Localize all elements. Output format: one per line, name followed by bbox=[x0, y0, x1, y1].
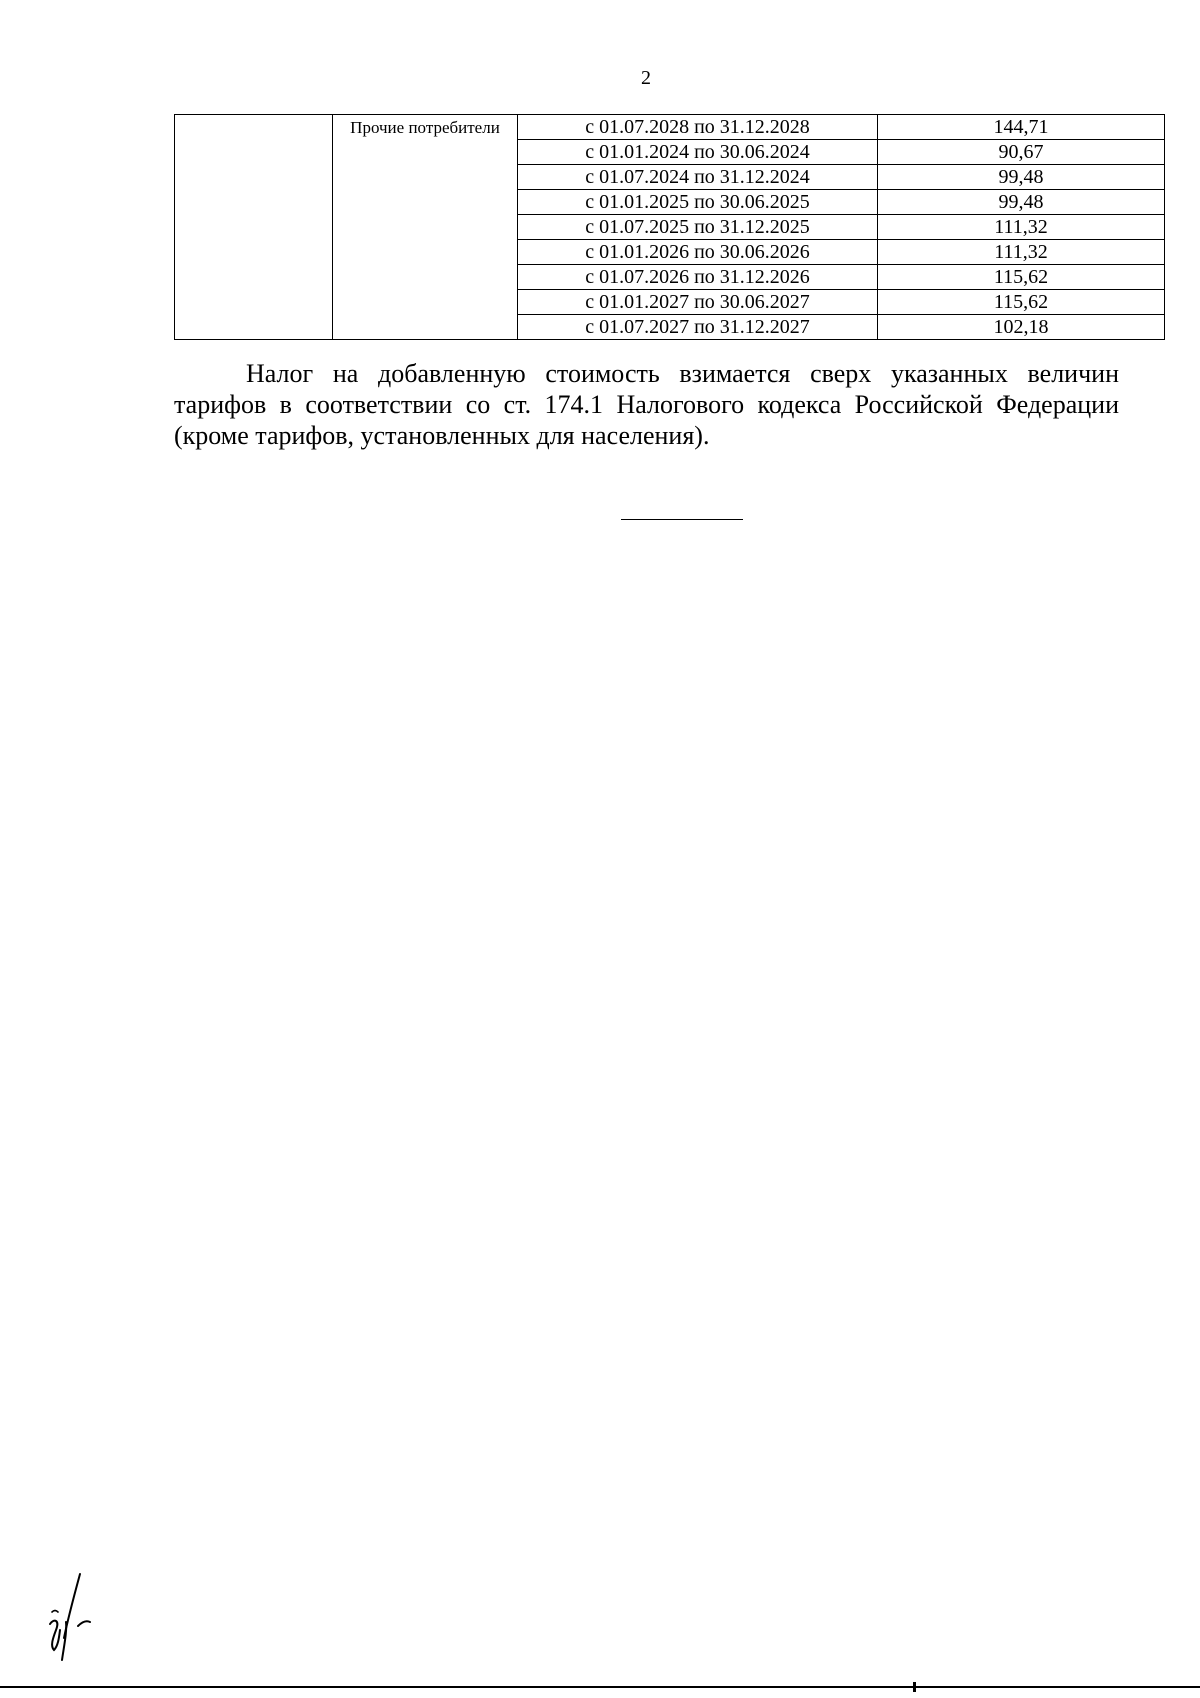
tariff-value-cell: 144,71 bbox=[878, 115, 1165, 140]
page-number: 2 bbox=[641, 67, 651, 89]
tariff-value-cell: 99,48 bbox=[878, 165, 1165, 190]
period-cell: с 01.01.2025 по 30.06.2025 bbox=[518, 190, 878, 215]
period-cell: с 01.07.2025 по 31.12.2025 bbox=[518, 215, 878, 240]
footer-tick-mark bbox=[913, 1682, 916, 1692]
tariff-value-cell: 102,18 bbox=[878, 315, 1165, 340]
signature-initials bbox=[38, 1568, 108, 1672]
end-of-text-rule bbox=[621, 519, 743, 520]
footer-rule bbox=[0, 1686, 1200, 1688]
empty-cell bbox=[175, 115, 333, 340]
period-cell: с 01.01.2024 по 30.06.2024 bbox=[518, 140, 878, 165]
period-cell: с 01.07.2027 по 31.12.2027 bbox=[518, 315, 878, 340]
period-cell: с 01.01.2027 по 30.06.2027 bbox=[518, 290, 878, 315]
period-cell: с 01.07.2024 по 31.12.2024 bbox=[518, 165, 878, 190]
period-cell: с 01.07.2026 по 31.12.2026 bbox=[518, 265, 878, 290]
period-cell: с 01.07.2028 по 31.12.2028 bbox=[518, 115, 878, 140]
tariff-value-cell: 99,48 bbox=[878, 190, 1165, 215]
tariff-value-cell: 111,32 bbox=[878, 240, 1165, 265]
tariff-value-cell: 111,32 bbox=[878, 215, 1165, 240]
tariff-value-cell: 90,67 bbox=[878, 140, 1165, 165]
tariff-value-cell: 115,62 bbox=[878, 265, 1165, 290]
tariff-table bbox=[174, 114, 1165, 340]
tax-note-paragraph: Налог на добавленную стоимость взимается сверх указанных величин тарифов в соответствии со ст. 174.1 Налогового кодекса Российской Федерации (кроме тарифов, установленных для населения). bbox=[174, 359, 1119, 450]
period-cell: с 01.01.2026 по 30.06.2026 bbox=[518, 240, 878, 265]
table-row bbox=[175, 115, 1165, 140]
tariff-value-cell: 115,62 bbox=[878, 290, 1165, 315]
consumer-group-cell: Прочие потребители bbox=[333, 115, 518, 340]
